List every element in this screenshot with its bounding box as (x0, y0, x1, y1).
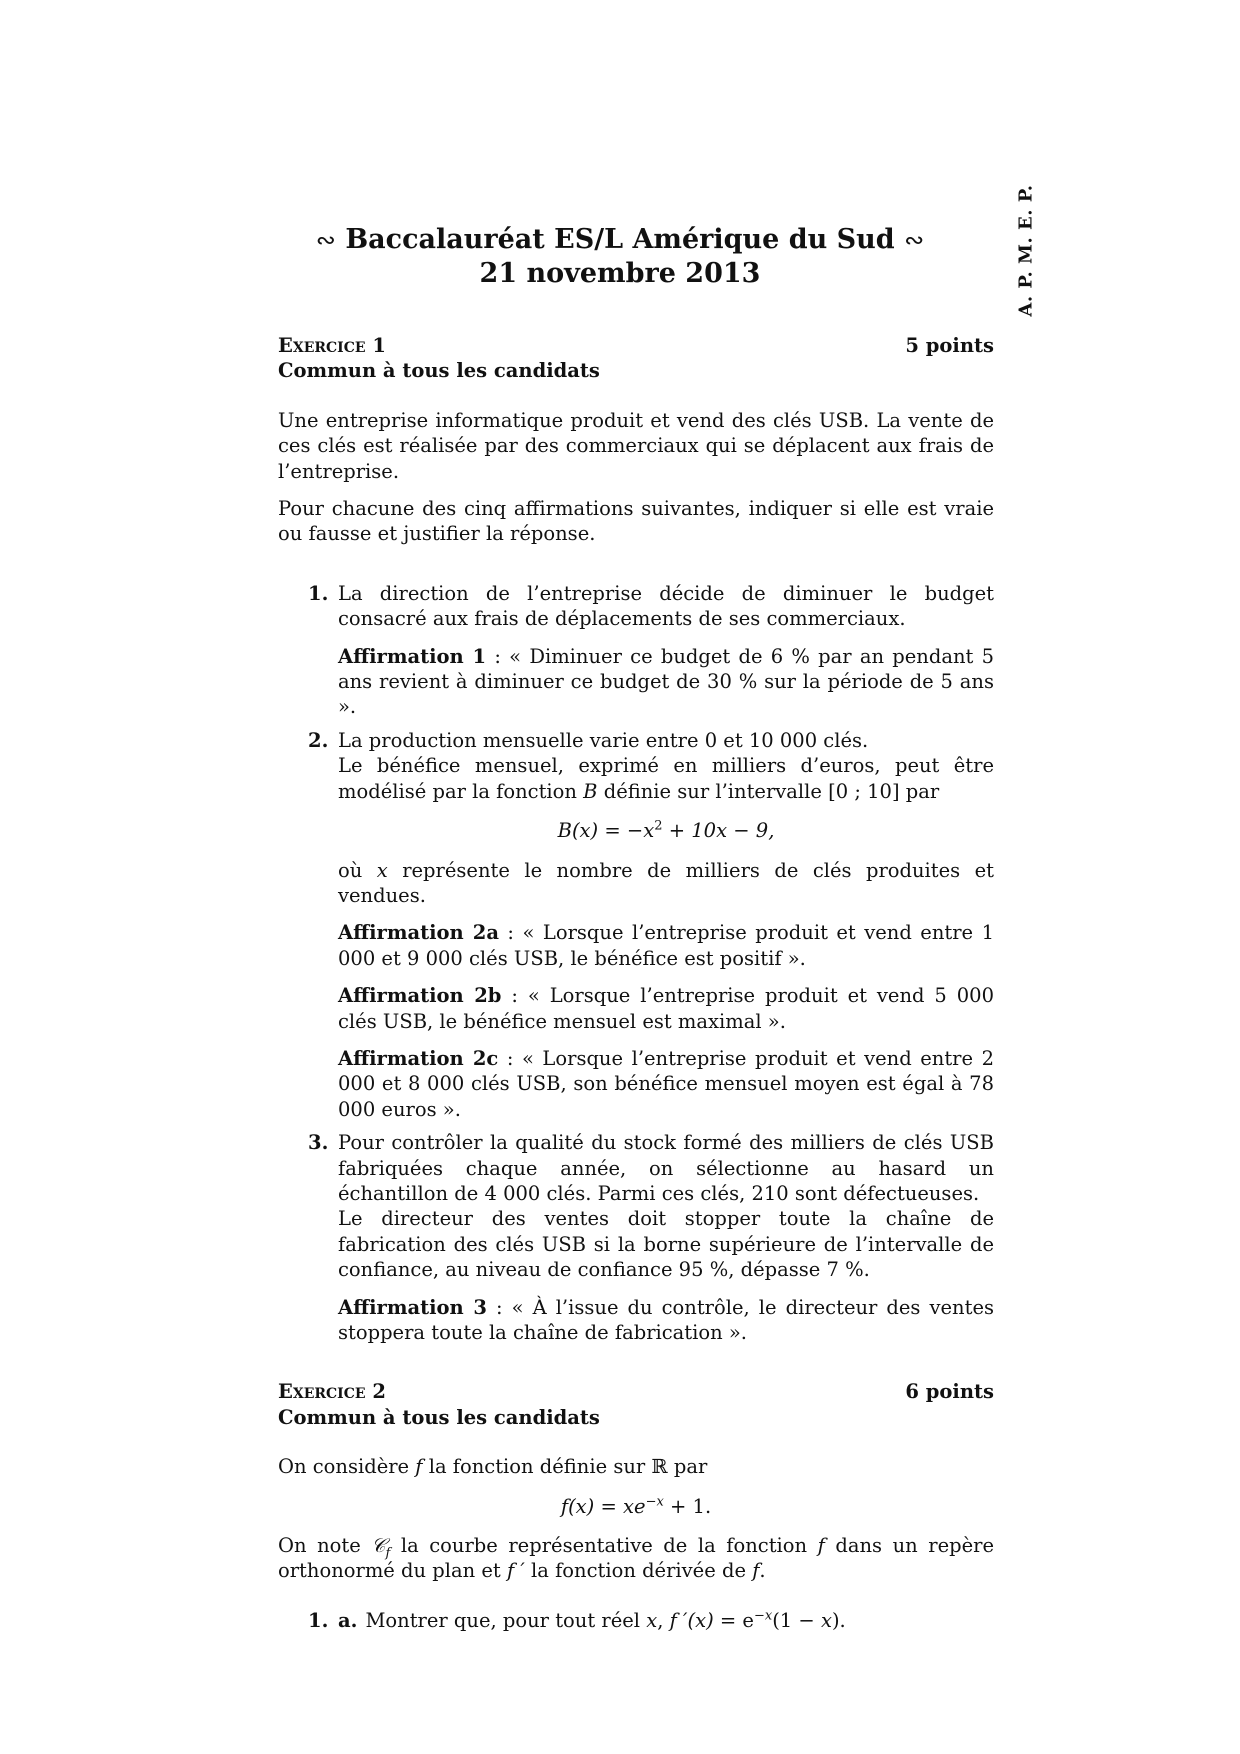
exercise1-intro1: Une entreprise informatique produit et vend des clés USB. La vente de ces clés est réalisée par des commerciaux qui se déplacent aux frais de l’entreprise. (278, 408, 994, 483)
exercise2-note (278, 1533, 994, 1584)
text-part: dans un repère orthonormé du plan et (278, 1534, 994, 1583)
affirmation-text: : « Lorsque l’entreprise produit et vend entre 2 000 et 8 000 clés USB, son bénéfice mensuel moyen est égal à 78 000 euros ». (338, 1046, 995, 1121)
exercise1-item-3 (278, 1130, 994, 1345)
affirmation-label: Affirmation 2a (338, 921, 499, 945)
derivative-symbol: f ′ (506, 1559, 525, 1583)
text-part: Montrer que, pour tout réel (365, 1608, 647, 1632)
text-part: la courbe représentative de la fonction (390, 1534, 818, 1558)
item-number: 1. (308, 581, 329, 605)
affirmation-2b (338, 983, 994, 1034)
affirmation-2a (338, 920, 994, 971)
affirmation-3 (338, 1295, 994, 1346)
exercise1-item-1 (278, 581, 994, 720)
variable: x (376, 858, 388, 882)
exercise2-intro (278, 1454, 994, 1479)
eq-rest: + 10x − 9, (662, 819, 775, 843)
affirmation-label: Affirmation 2c (338, 1046, 499, 1070)
affirmation-label: Affirmation 2b (338, 984, 502, 1008)
text-part: On considère (278, 1455, 416, 1479)
affirmation-text: : « Diminuer ce budget de 6 % par an pendant 5 ans revient à diminuer ce budget de 30 % sur la période de 5 ans ». (338, 644, 994, 719)
variable: f (752, 1559, 760, 1583)
variable: f (415, 1455, 423, 1479)
affirmation-text: : « À l’issue du contrôle, le directeur des ventes stoppera toute la chaîne de fabrication ». (338, 1295, 994, 1344)
exercise1-header (278, 333, 994, 358)
exam-title-text: Baccalauréat ES/L Amérique du Sud (345, 224, 895, 255)
text-part: (1 − (772, 1608, 821, 1632)
affirmation-label: Affirmation 1 (338, 644, 487, 668)
item-text-3 (338, 858, 994, 909)
exam-title (0, 223, 1240, 257)
variable: x (646, 1608, 658, 1632)
apmep-label: A. P. M. E. P. (1015, 183, 1037, 317)
variable: x (820, 1608, 832, 1632)
exercise1-items (278, 581, 994, 1346)
text-part: ). (831, 1608, 846, 1632)
affirmation-text: : « Lorsque l’entreprise produit et vend entre 1 000 et 9 000 clés USB, le bénéfice est positif ». (338, 921, 994, 970)
text-part: où (338, 858, 377, 882)
curve-symbol: 𝒞 (371, 1534, 386, 1558)
variable: f (817, 1534, 825, 1558)
exercise2-audience: Commun à tous les candidats (278, 1405, 600, 1429)
exercise1-name: Exercice 1 (278, 334, 386, 357)
ornament-left-icon: ∾ (315, 226, 336, 254)
derivative-expr: f ′(x) (669, 1608, 714, 1632)
eq-arg: (x) = −x (571, 819, 655, 843)
item-number: 2. (308, 728, 329, 752)
exercise1-points: 5 points (905, 334, 994, 357)
eq-exponent: −x (645, 1494, 664, 1510)
text-part: la fonction définie sur ℝ par (422, 1455, 708, 1479)
curve-subscript: f (385, 1545, 391, 1561)
text-part: définie sur l’intervalle [0 ; 10] par (597, 779, 940, 803)
exponent: −x (753, 1608, 773, 1624)
eq-mid: (x) = xe (568, 1494, 646, 1518)
exercise2-header (278, 1379, 994, 1404)
item-text-1: Pour contrôler la qualité du stock formé des milliers de clés USB fabriquées chaque année, on sélectionne au hasard un échantillon de 4 000 clés. Parmi ces clés, 210 sont défectueuses. (338, 1131, 994, 1205)
eq-end: + 1. (663, 1494, 712, 1518)
exercise2-item-1 (278, 1608, 994, 1633)
eq-lhs: B (557, 819, 572, 843)
text-part: représente le nombre de milliers de clés produites et vendues. (338, 858, 994, 907)
equation-b (338, 818, 994, 843)
eq-exponent: 2 (654, 818, 663, 834)
exercise2-points: 6 points (905, 1380, 994, 1404)
sub-question-label: a. (338, 1608, 358, 1632)
item-text-2 (338, 753, 994, 804)
exercise2-items (278, 1608, 994, 1633)
item-number: 3. (308, 1131, 329, 1155)
exercise2-name: Exercice 2 (278, 1380, 386, 1404)
text-part: . (759, 1559, 766, 1583)
text-part: , (657, 1608, 670, 1632)
variable: B (583, 779, 598, 803)
item-text-2: Le directeur des ventes doit stopper toute la chaîne de fabrication des clés USB si la borne supérieure de l’intervalle de confiance, au niveau de confiance 95 %, dépasse 7 %. (338, 1207, 994, 1282)
text-part: On note (278, 1534, 372, 1558)
item-text (338, 1608, 994, 1633)
text-part: la fonction dérivée de (524, 1559, 753, 1583)
equation-f (278, 1494, 994, 1519)
text-part: Le bénéfice mensuel, exprimé en milliers d’euros, peut être modélisé par la fonction (338, 754, 994, 803)
ornament-right-icon: ∾ (904, 226, 925, 254)
affirmation-label: Affirmation 3 (338, 1295, 487, 1319)
affirmation-2c (338, 1046, 994, 1122)
item-text: La direction de l’entreprise décide de diminuer le budget consacré aux frais de déplacements de ses commerciaux. (338, 581, 994, 631)
item-text-1: La production mensuelle varie entre 0 et 10 000 clés. (338, 728, 869, 752)
item-number: 1. (308, 1608, 329, 1632)
exercise1-intro2: Pour chacune des cinq affirmations suivantes, indiquer si elle est vraie ou fausse et justifier la réponse. (278, 497, 994, 546)
affirmation-1 (338, 644, 994, 720)
affirmation-text: : « Lorsque l’entreprise produit et vend 5 000 clés USB, le bénéfice mensuel est maximal ». (338, 984, 994, 1033)
exam-date: 21 novembre 2013 (479, 258, 761, 289)
text-part: = e (713, 1608, 754, 1632)
exam-content (278, 333, 994, 1633)
exercise1-item-2 (278, 728, 994, 1122)
eq-f: f (560, 1494, 569, 1518)
exercise1-audience: Commun à tous les candidats (278, 359, 600, 383)
